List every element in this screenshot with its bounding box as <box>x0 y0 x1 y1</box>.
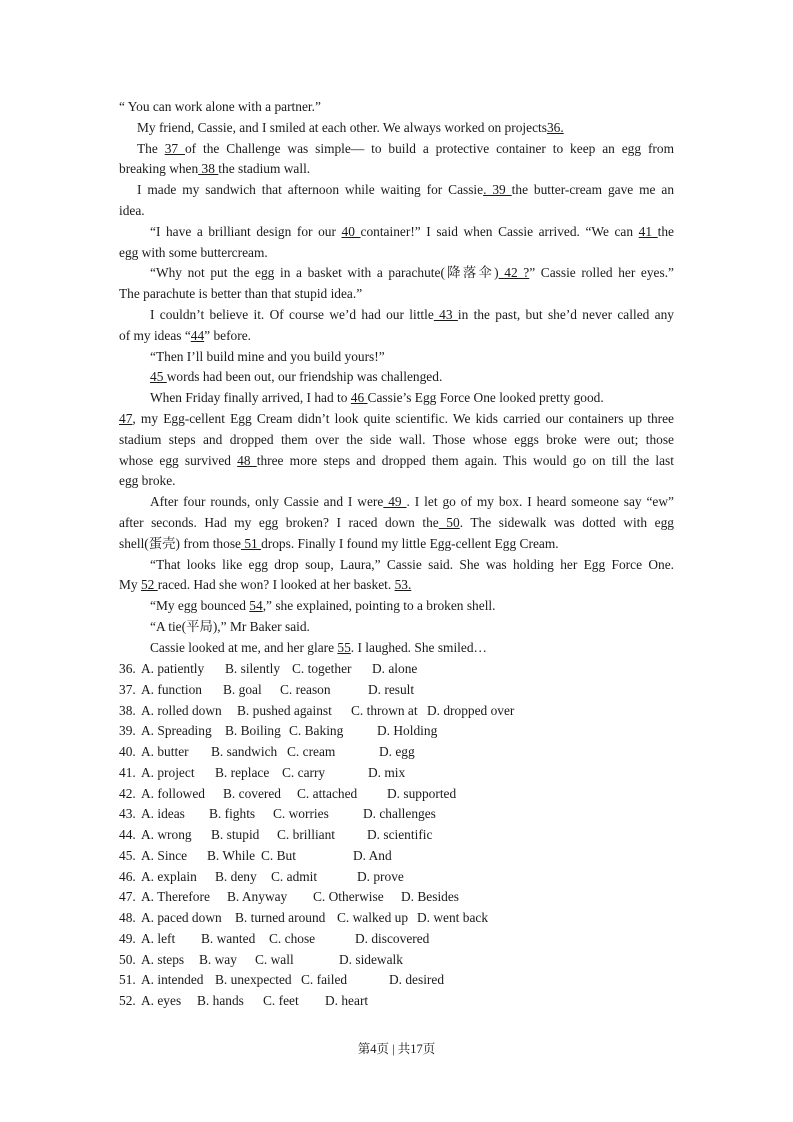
passage-line: “That looks like egg drop soup, Laura,” Cassie said. She was holding her Egg Force One. <box>150 556 674 572</box>
option-c: C. together <box>292 661 352 676</box>
option-b: B. fights <box>209 806 256 822</box>
question-number: 36. <box>119 661 136 676</box>
question-52 <box>119 991 674 1012</box>
blank-40: 40 <box>341 223 361 239</box>
option-c: C. worries <box>273 806 329 822</box>
option-b: B. hands <box>197 993 244 1008</box>
option-c: C. admit <box>271 868 318 884</box>
option-b: B. silently <box>225 661 281 676</box>
option-d: D. Holding <box>377 723 438 739</box>
question-number: 38. <box>119 702 136 718</box>
question-38 <box>119 701 674 722</box>
question-47 <box>119 887 674 908</box>
passage-line: My 52 raced. Had she won? I looked at her basket. 53. <box>119 577 412 593</box>
option-b: B. goal <box>223 681 262 697</box>
blank-54: 54 <box>249 598 263 614</box>
option-d: D. result <box>368 681 415 697</box>
question-51 <box>119 970 674 991</box>
passage-line: “I have a brilliant design for our 40 container!” I said when Cassie arrived. “We can 41 the <box>150 223 674 239</box>
option-c: C. walked up <box>337 910 409 925</box>
question-39 <box>119 721 674 742</box>
passage-line: 47, my Egg-cellent Egg Cream didn’t look quite scientific. We kids carried our containers up three <box>119 410 674 426</box>
question-40 <box>119 742 674 763</box>
option-b: B. Boiling <box>225 723 281 739</box>
question-number: 47. <box>119 889 136 905</box>
option-b: B. Anyway <box>227 889 288 905</box>
option-d: D. challenges <box>363 806 436 822</box>
option-d: D. prove <box>357 868 404 884</box>
passage-line: “Then I’ll build mine and you build yours!” <box>150 348 385 364</box>
question-number: 48. <box>119 910 136 925</box>
option-d: D. mix <box>368 764 406 780</box>
option-d: D. discovered <box>355 930 430 946</box>
option-b: B. unexpected <box>215 972 292 988</box>
passage-line: idea. <box>119 202 145 218</box>
option-d: D. And <box>353 847 392 863</box>
option-c: C. reason <box>280 681 331 697</box>
passage-line: The 37 of the Challenge was simple— to build a protective container to keep an egg from <box>137 140 674 156</box>
option-b: B. way <box>199 951 237 967</box>
option-b: B. covered <box>223 785 282 801</box>
option-b: B. wanted <box>201 930 256 946</box>
option-d: D. supported <box>387 785 457 801</box>
question-46 <box>119 867 674 888</box>
question-number: 39. <box>119 723 136 739</box>
question-number: 45. <box>119 847 136 863</box>
passage-line: After four rounds, only Cassie and I were 49 . I let go of my box. I heard someone say “ew” <box>150 494 674 510</box>
option-a: A. eyes <box>141 993 182 1008</box>
option-a: A. rolled down <box>141 702 222 718</box>
passage-line: I couldn’t believe it. Of course we’d had our little 43 in the past, but she’d never called any <box>150 306 674 322</box>
option-a: A. Spreading <box>141 723 212 739</box>
blank-38: 38 <box>198 161 219 177</box>
blank-44: 44 <box>190 327 205 343</box>
option-a: A. wrong <box>141 827 192 842</box>
question-number: 46. <box>119 868 136 884</box>
option-a: A. paced down <box>141 910 222 925</box>
question-36 <box>119 659 674 680</box>
option-c: C. chose <box>269 930 316 946</box>
option-a: A. ideas <box>141 806 185 822</box>
option-a: A. left <box>141 930 176 946</box>
option-a: A. function <box>141 681 202 697</box>
blank-51: 51 <box>240 535 262 551</box>
option-c: C. wall <box>255 951 294 967</box>
passage-line: “Why not put the egg in a basket with a parachute(降落伞) 42 ?” Cassie rolled her eyes.” <box>150 265 675 281</box>
option-a: A. explain <box>141 868 197 884</box>
option-d: D. egg <box>379 744 415 759</box>
question-50 <box>119 950 674 971</box>
page-footer: 第4页 | 共17页 <box>357 1042 436 1056</box>
option-d: D. alone <box>372 661 418 676</box>
option-c: C. failed <box>301 972 348 988</box>
blank-47: 47 <box>119 410 133 426</box>
question-number: 52. <box>119 993 136 1008</box>
option-c: C. Otherwise <box>313 889 384 905</box>
blank-46: 46 <box>350 390 368 406</box>
blank-49: 49 <box>383 494 407 510</box>
option-c: C. carry <box>282 764 326 780</box>
question-number: 44. <box>119 827 136 842</box>
passage-line: whose egg survived 48 three more steps and dropped them again. This would go on till the last <box>119 452 674 468</box>
passage-line: 45 words had been out, our friendship was challenged. <box>150 369 443 385</box>
passage-line: egg with some buttercream. <box>119 244 268 260</box>
option-c: C. But <box>261 847 296 863</box>
blank-39: . 39 <box>483 182 512 198</box>
option-b: B. deny <box>215 868 257 884</box>
blank-55: 55 <box>337 639 351 655</box>
blank-52: 52 <box>140 577 158 593</box>
blank-36: 36. <box>546 119 564 135</box>
blank-53: 53. <box>394 577 412 593</box>
option-b: B. stupid <box>211 827 260 842</box>
passage-line: My friend, Cassie, and I smiled at each other. We always worked on projects36. <box>137 119 564 135</box>
passage-line: shell(蛋壳) from those 51 drops. Finally I found my little Egg-cellent Egg Cream. <box>119 535 559 551</box>
option-c: C. thrown at <box>351 702 418 718</box>
passage-line: When Friday finally arrived, I had to 46 Cassie’s Egg Force One looked pretty good. <box>150 390 604 406</box>
option-b: B. pushed against <box>237 702 332 718</box>
option-d: D. dropped over <box>427 702 515 718</box>
option-a: A. Since <box>141 847 188 863</box>
option-b: B. turned around <box>235 910 326 925</box>
passage-line: breaking when 38 the stadium wall. <box>119 161 311 177</box>
question-list <box>119 659 674 1012</box>
option-c: C. feet <box>263 993 299 1008</box>
passage-line: The parachute is better than that stupid idea.” <box>119 286 363 302</box>
question-number: 40. <box>119 744 136 759</box>
passage-line: Cassie looked at me, and her glare 55. I laughed. She smiled… <box>150 639 487 655</box>
question-number: 41. <box>119 764 136 780</box>
question-number: 43. <box>119 806 136 822</box>
question-43 <box>119 804 674 825</box>
option-c: C. cream <box>287 744 336 759</box>
question-number: 49. <box>119 930 136 946</box>
blank-41: 41 <box>638 223 658 239</box>
option-b: B. sandwich <box>211 744 278 759</box>
option-b: B. While <box>207 847 256 863</box>
passage-line: “A tie(平局),” Mr Baker said. <box>150 618 310 634</box>
question-41 <box>119 763 674 784</box>
option-a: A. patiently <box>141 661 205 676</box>
option-d: D. went back <box>417 910 489 925</box>
passage <box>119 97 674 659</box>
option-a: A. project <box>141 764 195 780</box>
option-c: C. Baking <box>289 723 344 739</box>
passage-line: I made my sandwich that afternoon while waiting for Cassie. 39 the butter-cream gave me an <box>137 182 675 198</box>
passage-line: “ You can work alone with a partner.” <box>119 99 321 114</box>
option-a: A. intended <box>141 972 204 988</box>
blank-42: 42 ? <box>498 265 530 281</box>
option-d: D. sidewalk <box>339 951 403 967</box>
option-a: A. steps <box>141 951 185 967</box>
option-d: D. heart <box>325 993 369 1008</box>
blank-48: 48 <box>237 452 257 468</box>
option-d: D. Besides <box>401 889 460 905</box>
passage-line: egg broke. <box>119 473 176 489</box>
option-a: A. butter <box>141 744 189 759</box>
passage-line: “My egg bounced 54,” she explained, pointing to a broken shell. <box>150 598 496 614</box>
passage-line: stadium steps and dropped them over the side wall. Those whose eggs broke were out; those <box>119 431 674 447</box>
question-37 <box>119 680 674 701</box>
question-number: 42. <box>119 785 136 801</box>
blank-50: 50 <box>438 514 460 530</box>
blank-43: 43 <box>433 306 458 322</box>
option-d: D. desired <box>389 972 445 988</box>
option-a: A. Therefore <box>141 889 210 905</box>
option-a: A. followed <box>141 785 205 801</box>
question-49 <box>119 929 674 950</box>
passage-line: of my ideas “44” before. <box>119 327 251 343</box>
question-number: 51. <box>119 972 136 988</box>
passage-line: after seconds. Had my egg broken? I raced down the 50. The sidewalk was dotted with egg <box>119 514 674 530</box>
option-c: C. brilliant <box>277 827 336 842</box>
option-c: C. attached <box>297 785 358 801</box>
option-d: D. scientific <box>367 827 433 842</box>
question-44 <box>119 825 674 846</box>
blank-37: 37 <box>164 140 185 156</box>
question-45 <box>119 846 674 867</box>
blank-45: 45 <box>150 369 167 385</box>
question-42 <box>119 784 674 805</box>
question-number: 37. <box>119 681 136 697</box>
question-number: 50. <box>119 951 136 967</box>
question-48 <box>119 908 674 929</box>
option-b: B. replace <box>215 764 270 780</box>
